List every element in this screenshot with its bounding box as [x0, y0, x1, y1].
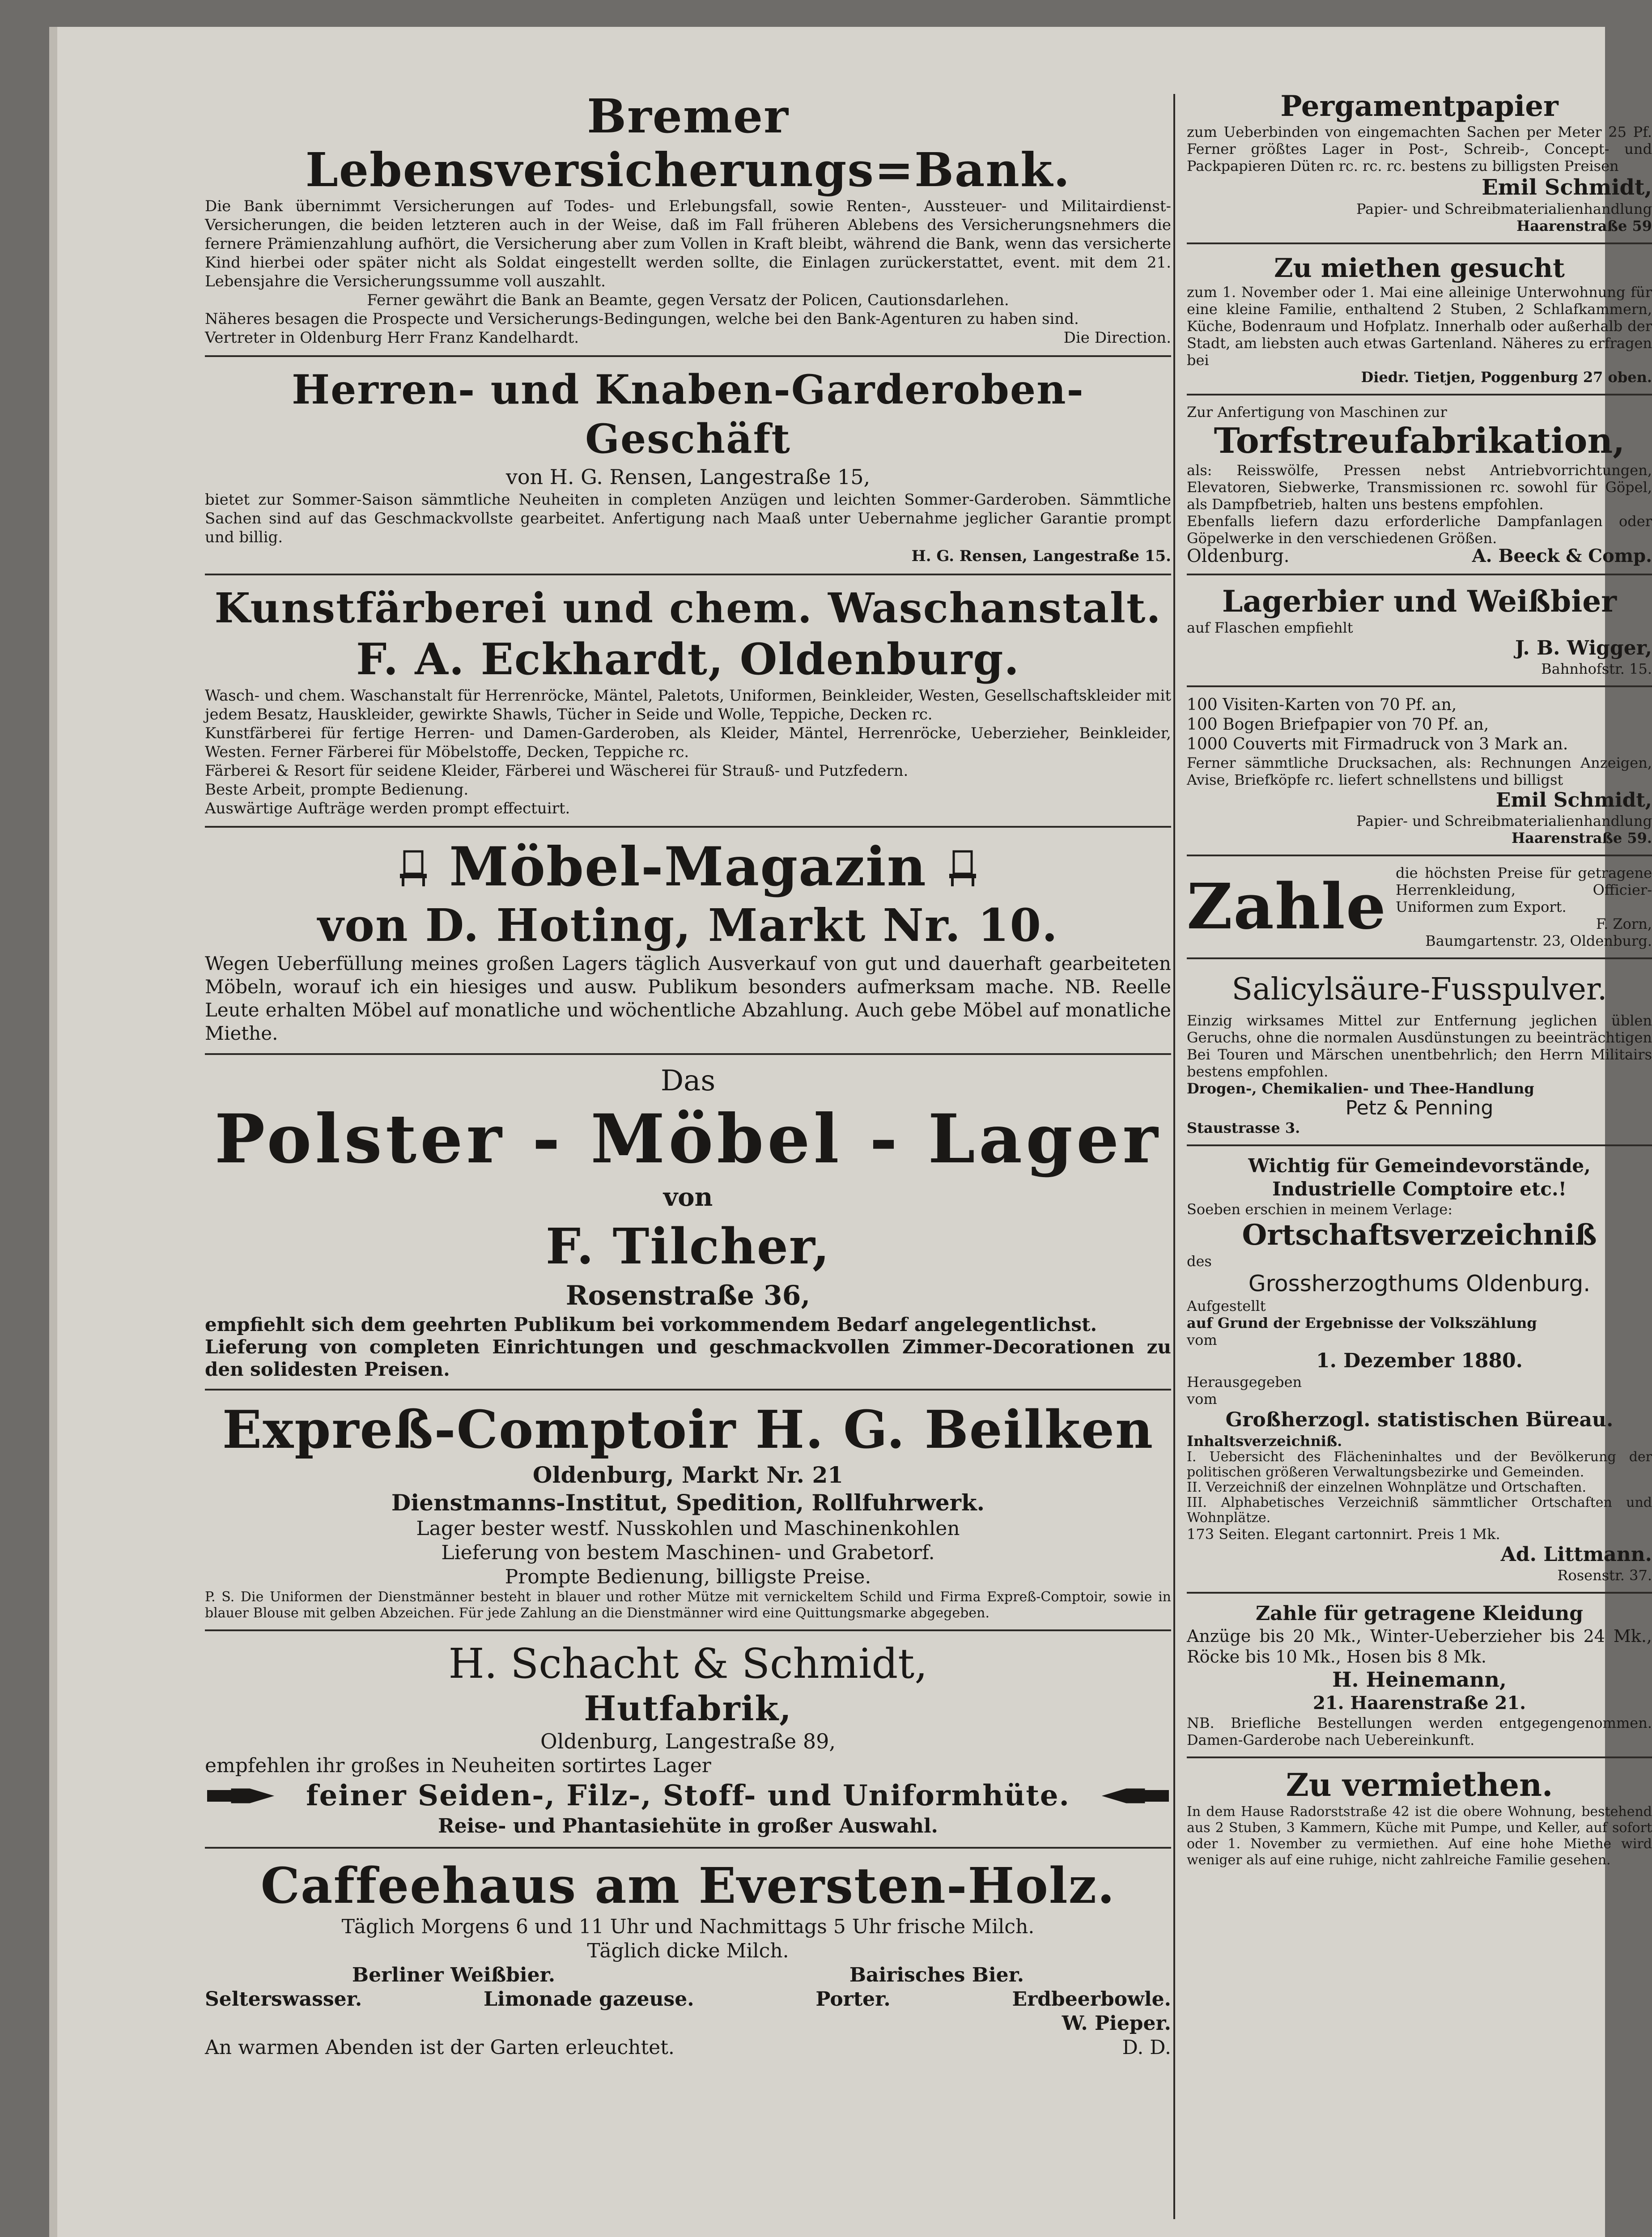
ad-title: Expreß-Comptoir H. G. Beilken — [222, 1399, 1154, 1460]
ad-signature: Emil Schmidt, — [1482, 175, 1652, 200]
ad-text: Das — [660, 1064, 716, 1097]
ad-text: auf Grund der Ergebnisse der Volkszählung — [1187, 1314, 1537, 1331]
ad-signature: Diedr. Tietjen, Poggenburg 27 oben. — [1361, 369, 1652, 386]
ad-text: zum Ueberbinden von eingemachten Sachen per Meter 25 Pf. Ferner größtes Lager in Post-, Schreib-, Concept- und Packpapieren Düten rc. rc. rc. bestens zu billigsten Preisen — [1187, 123, 1652, 174]
ad-text: Die Bank übernimmt Versicherungen auf Todes- und Erlebungsfall, sowie Renten-, Aussteuer- und Militairdienst-Versicherungen, die beiden letzteren auch in der Weise, daß im Fall früheren Ablebens des Versicherungsnehmers die fernere Prämienzahlung aufhört, die Versicherung aber zum Vollen in Kraft bleibt, während die Bank, wenn das versicherte Kind hierbei oder später nicht als Soldat eingestellt werden sollte, die Einlagen zurückerstattet, event. mit dem 21. Lebensjahre die Versicherungssumme voll auszahlt. — [205, 197, 1171, 290]
ad-text: Ferner gewährt die Bank an Beamte, gegen Versatz der Policen, Cautionsdarlehen. — [367, 291, 1009, 309]
divider — [1187, 1592, 1652, 1594]
ad-tilcher — [205, 1063, 1171, 1381]
ad-text: Dienstmanns-Institut, Spedition, Rollfuhrwerk. — [391, 1489, 985, 1516]
ad-signature: Die Direction. — [1063, 329, 1171, 347]
ad-title: Caffeehaus am Eversten-Holz. — [260, 1857, 1116, 1914]
ad-signature: H. Heinemann, — [1332, 1667, 1507, 1692]
ad-subtitle: von H. G. Rensen, Langestraße 15, — [505, 465, 871, 489]
ad-text: II. Verzeichniß der einzelnen Wohnplätze und Ortschaften. — [1187, 1480, 1587, 1495]
ad-torfstreu — [1187, 404, 1652, 566]
chair-icon — [395, 847, 431, 887]
ad-text: Porter. — [815, 1988, 891, 2011]
ad-beilken — [205, 1399, 1171, 1621]
ad-title: Bremer Lebensversicherungs=Bank. — [305, 89, 1071, 197]
ad-text: Aufgestellt — [1187, 1297, 1266, 1314]
ad-signature: A. Beeck & Comp. — [1472, 545, 1652, 566]
ad-title: Kunstfärberei und chem. Waschanstalt. — [214, 584, 1162, 632]
divider — [1187, 855, 1652, 856]
ad-text: Einzig wirksames Mittel zur Entfernung jeglichen üblen Geruchs, ohne die normalen Ausdünstungen zu beeinträchtigen Bei Touren und Märschen unentbehrlich; den Herrn Militairs bestens empfohlen. — [1187, 1012, 1652, 1080]
ad-text: D. D. — [1122, 2036, 1171, 2059]
ad-text: Ebenfalls liefern dazu erforderliche Dampfanlagen oder Göpelwerke in den verschiedenen Größen. — [1187, 513, 1652, 547]
ad-text: Herausgegeben — [1187, 1374, 1302, 1391]
ad-text: I. Uebersicht des Flächeninhaltes und der Bevölkerung der politischen größeren Verwaltungsbezirke und Gemeinden. — [1187, 1449, 1652, 1480]
ad-hoting — [205, 836, 1171, 1045]
divider — [205, 826, 1171, 828]
ad-text: Oldenburg. — [1187, 546, 1290, 566]
ad-signature: W. Pieper. — [1062, 2012, 1171, 2035]
ad-title: Zu miethen gesucht — [1274, 253, 1565, 283]
divider — [205, 1847, 1171, 1849]
ad-title: Zahle für getragene Kleidung — [1255, 1602, 1584, 1625]
ad-text: 1000 Couverts mit Firmadruck von 3 Mark an. — [1187, 735, 1568, 753]
ad-signature: H. G. Rensen, Langestraße 15. — [911, 547, 1171, 565]
ad-title: Pergamentpapier — [1280, 89, 1559, 123]
ad-title: Zahle — [1187, 870, 1387, 944]
divider — [205, 1629, 1171, 1631]
divider — [1187, 242, 1652, 244]
ad-text: Kunstfärberei für fertige Herren- und Damen-Garderoben, als Kleider, Mäntel, Herrenröcke, Ueberzieher, Beinkleider, Westen. Ferner Färberei für Möbelstoffe, Decken, Teppiche rc. — [205, 724, 1171, 761]
ad-caffeehaus — [205, 1857, 1171, 2060]
ad-title: Zu vermiethen. — [1286, 1766, 1553, 1803]
ad-address: Bahnhofstr. 15. — [1541, 660, 1652, 677]
ad-zu-vermiethen — [1187, 1766, 1652, 1868]
ad-text: Papier- und Schreibmaterialienhandlung — [1356, 812, 1652, 829]
ad-address: Rosenstr. 37. — [1557, 1567, 1652, 1584]
left-column — [205, 89, 1171, 2060]
ad-address: 21. Haarenstraße 21. — [1312, 1693, 1526, 1714]
ad-text: Drogen-, Chemikalien- und Thee-Handlung — [1187, 1080, 1534, 1097]
ad-text: Reise- und Phantasiehüte in großer Auswahl. — [438, 1815, 938, 1837]
ad-zu-miethen-gesucht — [1187, 252, 1652, 386]
ad-title: Salicylsäure-Fusspulver. — [1232, 972, 1607, 1007]
ad-text: An warmen Abenden ist der Garten erleuchtet. — [205, 2036, 675, 2059]
ad-text: von — [663, 1182, 713, 1212]
pointing-hand-icon — [205, 1785, 276, 1807]
ad-title: Polster - Möbel - Lager — [214, 1100, 1162, 1178]
ad-text: Bairisches Bier. — [849, 1964, 1024, 1986]
ad-text: Beste Arbeit, prompte Bedienung. — [205, 781, 469, 799]
divider — [1187, 685, 1652, 687]
ad-text: empfiehlt sich dem geehrten Publikum bei vorkommendem Bedarf angelegentlichst. — [205, 1314, 1097, 1335]
ad-address: Oldenburg, Langestraße 89, — [540, 1729, 836, 1753]
ad-rensen — [205, 365, 1171, 566]
ad-text: Täglich dicke Milch. — [587, 1939, 789, 1962]
ad-pergament — [1187, 89, 1652, 234]
divider — [205, 574, 1171, 575]
ad-text: bietet zur Sommer-Saison sämmtliche Neuheiten in completen Anzügen und leichten Sommer-Garderoben. Sämmtliche Sachen sind auf das Geschmackvollste gearbeitet. Anfertigung nach Maaß unter Uebernahme jeglicher Garantie prompt und billig. — [205, 491, 1171, 546]
ad-text: Lager bester westf. Nusskohlen und Maschinenkohlen — [416, 1517, 960, 1540]
divider — [1187, 957, 1652, 959]
ad-text: Anzüge bis 20 Mk., Winter-Ueberzieher bis 24 Mk., Röcke bis 10 Mk., Hosen bis 8 Mk. — [1187, 1626, 1652, 1667]
ad-text: vom — [1187, 1391, 1217, 1408]
ad-text: Vertreter in Oldenburg Herr Franz Kandelhardt. — [205, 329, 579, 347]
ad-text: Färberei & Resort für seidene Kleider, Färberei und Wäscherei für Strauß- und Putzfedern. — [205, 762, 909, 780]
ad-text: NB. Briefliche Bestellungen werden entgegengenommen. Damen-Garderobe nach Uebereinkunft. — [1187, 1714, 1652, 1748]
ad-title: H. Schacht & Schmidt, — [448, 1640, 928, 1688]
divider — [1187, 574, 1652, 575]
divider — [1187, 394, 1652, 396]
ad-signature: Ad. Littmann. — [1500, 1543, 1652, 1566]
ad-title: Ortschaftsverzeichniß — [1242, 1218, 1597, 1252]
ad-text: Oldenburg, Markt Nr. 21 — [532, 1462, 844, 1488]
ad-text: Wasch- und chem. Waschanstalt für Herrenröcke, Mäntel, Paletots, Uniformen, Beinkleider, Westen, Gesellschaftskleider mit jedem Besatz, Hauskleider, gewirkte Shawls, Tücher in Seide und Wolle, Teppiche, Decken rc. — [205, 687, 1171, 723]
ad-lagerbier — [1187, 583, 1652, 677]
ad-text: Wegen Ueberfüllung meines großen Lagers täglich Ausverkauf von gut und dauerhaft gearbeiteten Möbeln, worauf ich ein hiesiges und ausw. Publikum besonders aufmerksam mache. NB. Reelle Leute erhalten Möbel auf monatliche und wöchentliche Abzahlung. Auch gebe Möbel auf monatliche Miethe. — [205, 953, 1171, 1044]
ad-signature: J. B. Wigger, — [1515, 637, 1652, 659]
ad-text: Selterswasser. — [205, 1988, 362, 2011]
ad-heading: Wichtig für Gemeindevorstände, Industrielle Comptoire etc.! — [1248, 1155, 1591, 1200]
ad-address: Staustrasse 3. — [1187, 1119, 1300, 1136]
ad-text: Näheres besagen die Prospecte und Versicherungs-Bedingungen, welche bei den Bank-Agenturen zu haben sind. — [205, 310, 1079, 328]
ad-schacht — [205, 1639, 1171, 1839]
ad-title: Torfstreufabrikation, — [1214, 421, 1625, 461]
ad-text: III. Alphabetisches Verzeichniß sämmtlicher Ortschaften und Wohnplätze. — [1187, 1495, 1652, 1526]
ad-text: In dem Hause Radorststraße 42 ist die obere Wohnung, bestehend aus 2 Stuben, 3 Kammern, Küche mit Pumpe, und Keller, auf sofort oder 1. November zu vermiethen. Auf eine hohe Miethe wird weniger als auf eine ruhige, nicht zahlreiche Familie gesehen. — [1187, 1804, 1652, 1868]
ad-text: Großherzogl. statistischen Büreau. — [1225, 1408, 1614, 1431]
ad-text: 173 Seiten. Elegant cartonnirt. Preis 1 Mk. — [1187, 1526, 1500, 1543]
ad-company: F. Tilcher, — [545, 1217, 831, 1275]
divider — [1187, 1756, 1652, 1758]
ad-text: Lieferung von completen Einrichtungen und geschmackvollen Zimmer-Decorationen zu den solidesten Preisen. — [205, 1336, 1171, 1380]
ad-heinemann — [1187, 1602, 1652, 1748]
ad-text: empfehlen ihr großes in Neuheiten sortirtes Lager — [205, 1754, 711, 1777]
ad-text: feiner Seiden-, Filz-, Stoff- und Uniformhüte. — [306, 1779, 1070, 1812]
ad-text: Auswärtige Aufträge werden prompt effectuirt. — [205, 800, 570, 817]
divider — [205, 355, 1171, 357]
right-column — [1187, 89, 1652, 1868]
divider — [1187, 1144, 1652, 1146]
ad-text: Zur Anfertigung von Maschinen zur — [1187, 404, 1447, 421]
ad-visitenkarten — [1187, 695, 1652, 846]
newspaper-page — [49, 27, 1652, 2237]
ad-address: Haarenstraße 59 — [1516, 217, 1652, 234]
ad-address: Baumgartenstr. 23, Oldenburg. — [1425, 932, 1652, 949]
ad-text: Täglich Morgens 6 und 11 Uhr und Nachmittags 5 Uhr frische Milch. — [341, 1915, 1035, 1938]
ad-text: Lieferung von bestem Maschinen- und Grabetorf. — [441, 1541, 935, 1564]
ad-eckhardt — [205, 583, 1171, 818]
ad-text: 1. Dezember 1880. — [1316, 1349, 1523, 1372]
ad-text: Berliner Weißbier. — [352, 1964, 556, 1986]
ad-signature: Petz & Penning — [1345, 1097, 1494, 1119]
ad-text: Prompte Bedienung, billigste Preise. — [505, 1565, 871, 1588]
column-divider — [1173, 94, 1175, 2219]
ad-company: F. A. Eckhardt, Oldenburg. — [356, 634, 1020, 685]
ad-text: Grossherzogthums Oldenburg. — [1248, 1271, 1591, 1297]
chair-icon — [945, 847, 981, 887]
ad-address: Rosenstraße 36, — [565, 1280, 811, 1311]
ad-text: 100 Bogen Briefpapier von 70 Pf. an, — [1187, 715, 1489, 734]
ad-subtitle: Hutfabrik, — [584, 1688, 792, 1728]
ad-text: zum 1. November oder 1. Mai eine alleinige Unterwohnung für eine kleine Familie, enthaltend 2 Stuben, 2 Schlafkammern, Küche, Bodenraum und Hofplatz. Innerhalb oder außerhalb der Stadt, am liebsten auch etwas Gartenland. Näheres zu erfragen bei — [1187, 284, 1652, 369]
ad-text: 100 Visiten-Karten von 70 Pf. an, — [1187, 696, 1457, 714]
ad-signature: F. Zorn, — [1596, 915, 1652, 932]
ad-text: als: Reisswölfe, Pressen nebst Antriebvorrichtungen, Elevatoren, Siebwerke, Transmissionen rc. sowohl für Göpel, als Dampfbetrieb, halten uns bestens empfohlen. — [1187, 462, 1652, 513]
ad-text: auf Flaschen empfiehlt — [1187, 619, 1353, 636]
ad-zahle-zorn — [1187, 864, 1652, 949]
divider — [205, 1389, 1171, 1391]
ad-title: Lagerbier und Weißbier — [1222, 584, 1617, 619]
ad-ortschaftsverzeichniss — [1187, 1154, 1652, 1584]
ad-text: Ferner sämmtliche Drucksachen, als: Rechnungen Anzeigen, Avise, Briefköpfe rc. liefert schnellstens und billigst — [1187, 754, 1652, 788]
ad-text: die höchsten Preise für getragene Herrenkleidung, Officier-Uniformen zum Export. — [1395, 864, 1652, 915]
ad-signature: Emil Schmidt, — [1495, 789, 1652, 812]
ad-bremer-bank — [205, 89, 1171, 347]
ad-text: vom — [1187, 1331, 1217, 1348]
ad-title: Herren- und Knaben-Garderoben-Geschäft — [292, 366, 1084, 463]
ad-text: Papier- und Schreibmaterialienhandlung — [1356, 200, 1652, 217]
pointing-hand-icon — [1100, 1785, 1171, 1807]
ad-text: des — [1187, 1253, 1212, 1270]
ad-subtitle: von D. Hoting, Markt Nr. 10. — [318, 899, 1058, 952]
ad-text: Limonade gazeuse. — [484, 1988, 694, 2011]
ad-text: Soeben erschien in meinem Verlage: — [1187, 1201, 1452, 1218]
ad-text: Erdbeerbowle. — [1012, 1988, 1171, 2011]
divider — [205, 1053, 1171, 1055]
ad-text: P. S. Die Uniformen der Dienstmänner besteht in blauer und rother Mütze mit vernickeltem Schild und Firma Expreß-Comptoir, sowie in blauer Blouse mit gelben Abzeichen. Für jede Zahlung an die Dienstmänner wird eine Quittungsmarke abgegeben. — [205, 1589, 1171, 1621]
ad-title: Möbel-Magazin — [449, 835, 927, 898]
ad-text: Inhaltsverzeichniß. — [1187, 1433, 1342, 1450]
ad-salicyl — [1187, 967, 1652, 1136]
ad-address: Haarenstraße 59. — [1511, 829, 1652, 846]
